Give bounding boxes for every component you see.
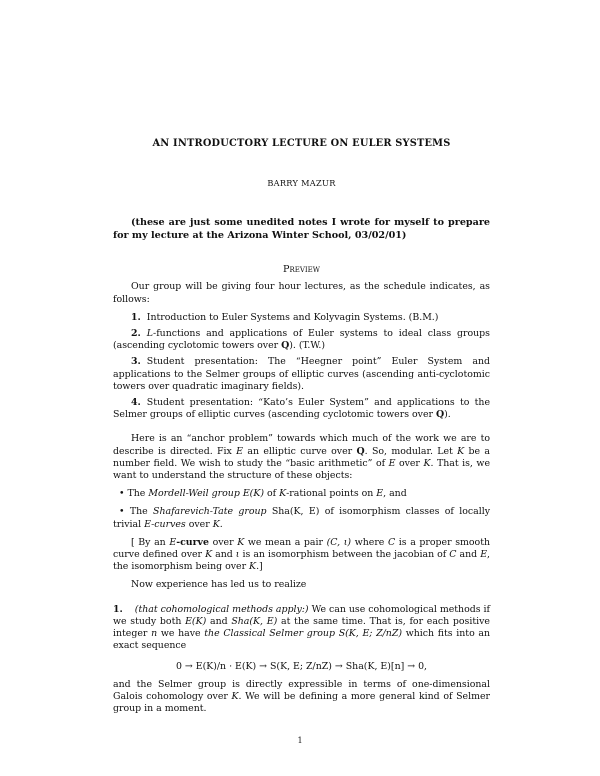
item-tail: ). <box>444 409 451 421</box>
point-one-paragraph: 1. (that cohomological methods apply:) We can use cohomological methods if we study both E(K) and Sha(K, E) at the same time. That is, for each positive integer n we have the Classical Selmer group S(K, E; Z/nZ) which fits into an exact sequence <box>113 603 491 652</box>
item-text: Introduction to Euler Systems and Kolyvagin Systems. (B.M.) <box>146 311 439 323</box>
field-symbol: Q <box>435 409 445 421</box>
item-tail: ). (T.W.) <box>289 340 326 352</box>
item-number: 2. <box>131 328 141 340</box>
anchor-paragraph: Here is an “anchor problem” towards which much of the work we are to describe is directed. Fix E an elliptic curve over Q. So, modular. Let K be a number field. We wish to study the “basic arithmetic” of E over K. That is, we want to understand the structure of these objects: <box>113 433 491 482</box>
page-content <box>113 138 490 715</box>
exact-sequence-equation: 0 → E(K)/n · E(K) → S(K, E; Z/nZ) → Sha(K, E)[n] → 0, <box>175 660 428 672</box>
preview-intro: Our group will be giving four hour lectures, as the schedule indicates, as follows: <box>113 281 490 305</box>
item-text: Student presentation: The “Heegner point” Euler System and applications to the Selmer groups of elliptic curves (ascending anti-cyclotomic towers over quadratic imaginary fields). <box>113 356 490 392</box>
item-number: 4. <box>131 397 141 409</box>
list-item <box>113 312 490 324</box>
item-number: 1. <box>131 311 141 323</box>
paper-author: BARRY MAZUR <box>267 178 336 189</box>
selmer-paragraph: and the Selmer group is directly expressible in terms of one-dimensional Galois cohomology over K. We will be defining a more general kind of Selmer group in a moment. <box>113 678 490 715</box>
list-item <box>113 356 490 393</box>
experience-line: Now experience has led us to realize <box>131 579 307 591</box>
item-number: 3. <box>131 356 141 368</box>
objects-list <box>113 488 490 531</box>
page-number: 1 <box>297 736 303 745</box>
item-text: Student presentation: “Kato’s Euler System” and applications to the Selmer groups of elliptic curves (ascending cyclotomic towers over <box>113 397 490 421</box>
item-lead-math: L <box>146 328 154 340</box>
item-text: -functions and applications of Euler systems to ideal class groups (ascending cyclotomic towers over <box>113 328 490 352</box>
definition-paragraph: [ By an E-curve over K we mean a pair (C, ι) where C is a proper smooth curve defined over K and ι is an isomorphism between the jacobian of C and E, the isomorphism being over K.] <box>113 536 491 573</box>
list-item <box>113 397 490 421</box>
section-heading-preview: Preview <box>283 264 320 276</box>
field-symbol: Q <box>281 340 290 352</box>
lecture-list <box>113 312 490 422</box>
author-note: (these are just some unedited notes I wrote for myself to prepare for my lecture at the Arizona Winter School, 03/02/01) <box>113 217 490 241</box>
paper-title: AN INTRODUCTORY LECTURE ON EULER SYSTEMS <box>152 138 451 149</box>
list-item <box>113 328 490 352</box>
list-item-shafarevich-tate: • The Shafarevich-Tate group Sha(K, E) of isomorphism classes of locally trivial E-curves over K. <box>113 506 491 530</box>
list-item-mordell-weil: • The Mordell-Weil group E(K) of K-rational points on E, and <box>119 488 407 500</box>
